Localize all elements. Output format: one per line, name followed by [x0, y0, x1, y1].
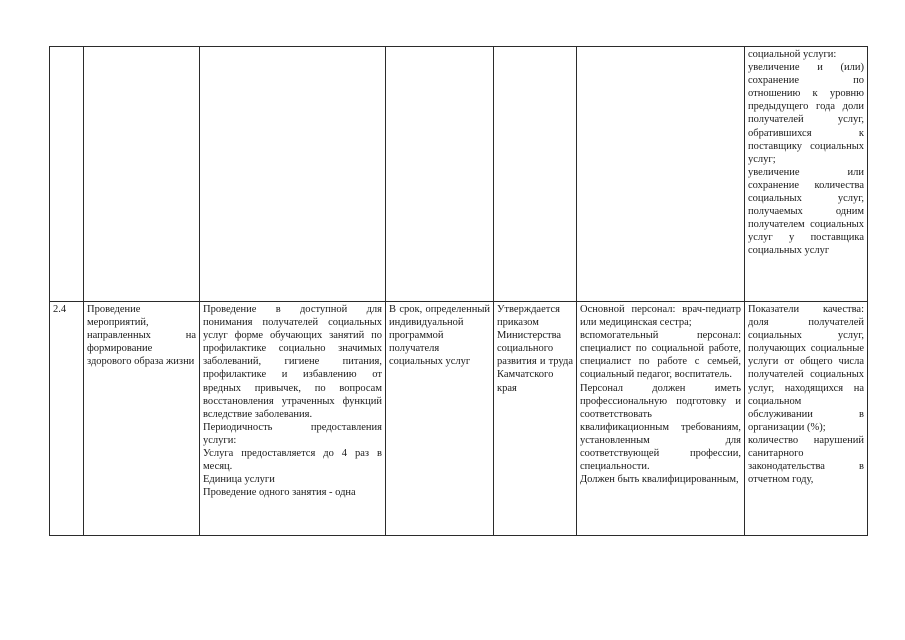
services-table	[49, 46, 868, 536]
staff-paragraph: вспомогательный персонал: специалист по социальной работе, специалист по работе с семьей, социальный педагог, воспитатель.	[580, 330, 741, 381]
staff-paragraph: Должен быть квалифицированным,	[580, 474, 739, 486]
cell-quality	[745, 302, 868, 536]
deadline-text: В срок, определенный индивидуальной программой получателя социальных услуг	[389, 304, 490, 368]
quality-paragraph: социальной услуги:	[748, 49, 837, 60]
cell-service-name	[84, 47, 200, 302]
cell-approval	[494, 47, 577, 302]
quality-paragraph: количество нарушений санитарного законодательства в отчетном году,	[748, 434, 864, 486]
cell-number	[50, 47, 84, 302]
cell-staff	[577, 47, 745, 302]
cell-service-name	[84, 302, 200, 536]
description-paragraph: Единица услуги	[203, 474, 275, 486]
cell-number: 2.4	[50, 302, 84, 536]
cell-approval	[494, 302, 577, 536]
cell-description	[200, 302, 386, 536]
description-paragraph: Услуга предоставляется до 4 раз в месяц.	[203, 448, 382, 473]
cell-description	[200, 47, 386, 302]
approval-text: Утверждается приказом Министерства социального развития и труда Камчатского края	[497, 304, 573, 394]
staff-paragraph: Персонал должен иметь профессиональную подготовку и соответствовать квалификационным требованиям, установленным для соответствующей профессии, специальности.	[580, 382, 741, 473]
quality-paragraph: Показатели качества: доля получателей социальных услуг, получающих социальные услуги от общего числа получателей социальных услуг, находящихся на социальном обслуживании в организации (%);	[748, 304, 864, 433]
cell-deadline	[386, 302, 494, 536]
service-name-text: Проведение мероприятий, направленных на формирование здорового образа жизни	[87, 304, 196, 368]
table-row	[50, 47, 868, 302]
table-row	[50, 302, 868, 536]
cell-deadline	[386, 47, 494, 302]
quality-paragraph: увеличение или сохранение количества социальных услуг, получаемых одним получателем социальных услуг у поставщика социальных услуг	[748, 166, 864, 257]
description-paragraph: Проведение в доступной для понимания получателей социальных услуг форме обучающих занятий по профилактике социально значимых заболеваний, гигиене питания, профилактике и избавлению от вредных привычек, по вопросам восстановления утраченных функций вследствие заболевания.	[203, 304, 382, 420]
cell-quality	[745, 47, 868, 302]
description-paragraph: Проведение одного занятия - одна	[203, 487, 356, 499]
staff-paragraph: Основной персонал: врач-педиатр или медицинская сестра;	[580, 304, 741, 329]
quality-paragraph: увеличение и (или) сохранение по отношению к уровню предыдущего года доли получателей услуг, обратившихся к поставщику социальных услуг;	[748, 62, 864, 165]
description-paragraph: Периодичность предоставления услуги:	[203, 421, 382, 446]
cell-staff	[577, 302, 745, 536]
